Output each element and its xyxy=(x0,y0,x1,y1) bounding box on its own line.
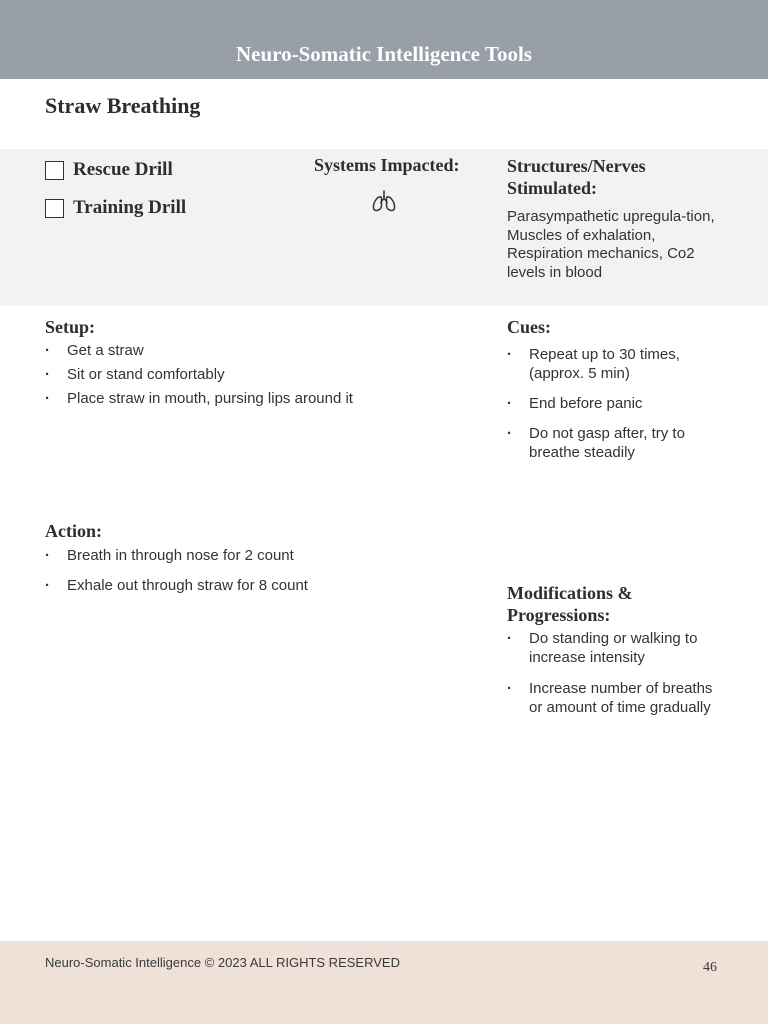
training-drill-option[interactable] xyxy=(45,197,186,219)
cues-list xyxy=(507,345,722,473)
modifications-list xyxy=(507,629,722,729)
list-item: · End before panic xyxy=(507,394,722,413)
list-item: · Sit or stand comfortably xyxy=(45,365,485,384)
page-header xyxy=(0,0,768,79)
setup-list xyxy=(45,341,485,413)
list-item: · Exhale out through straw for 8 count xyxy=(45,576,485,595)
page-footer xyxy=(0,941,768,1024)
list-item: · Do standing or walking to increase intensity xyxy=(507,629,722,667)
copyright-text: Neuro-Somatic Intelligence © 2023 ALL RIGHTS RESERVED xyxy=(45,955,400,970)
systems-impacted-title: Systems Impacted: xyxy=(314,155,460,175)
cues-title: Cues: xyxy=(507,317,551,337)
rescue-drill-label: Rescue Drill xyxy=(73,159,173,180)
training-drill-label: Training Drill xyxy=(73,197,187,218)
list-item: · Repeat up to 30 times, (approx. 5 min) xyxy=(507,345,722,383)
header-title: Neuro-Somatic Intelligence Tools xyxy=(236,42,532,66)
rescue-drill-option[interactable] xyxy=(45,159,173,181)
rescue-drill-checkbox[interactable] xyxy=(45,161,64,180)
setup-title: Setup: xyxy=(45,317,96,337)
list-item: · Breath in through nose for 2 count xyxy=(45,546,485,565)
page-title: Straw Breathing xyxy=(45,93,201,118)
training-drill-checkbox[interactable] xyxy=(45,199,64,218)
list-item: · Place straw in mouth, pursing lips around it xyxy=(45,389,485,408)
lungs-icon xyxy=(371,188,397,214)
action-list xyxy=(45,546,485,606)
action-title: Action: xyxy=(45,521,102,541)
list-item: · Do not gasp after, try to breathe steadily xyxy=(507,424,722,462)
list-item: · Increase number of breaths or amount of time gradually xyxy=(507,679,722,717)
list-item: · Get a straw xyxy=(45,341,485,360)
structures-title: Structures/Nerves Stimulated: xyxy=(507,156,646,198)
structures-text: Parasympathetic upregula-tion, Muscles of exhalation, Respiration mechanics, Co2 levels in blood xyxy=(507,208,715,281)
page-number: 46 xyxy=(703,960,717,975)
modifications-title: Modifications & Progressions: xyxy=(507,583,633,625)
